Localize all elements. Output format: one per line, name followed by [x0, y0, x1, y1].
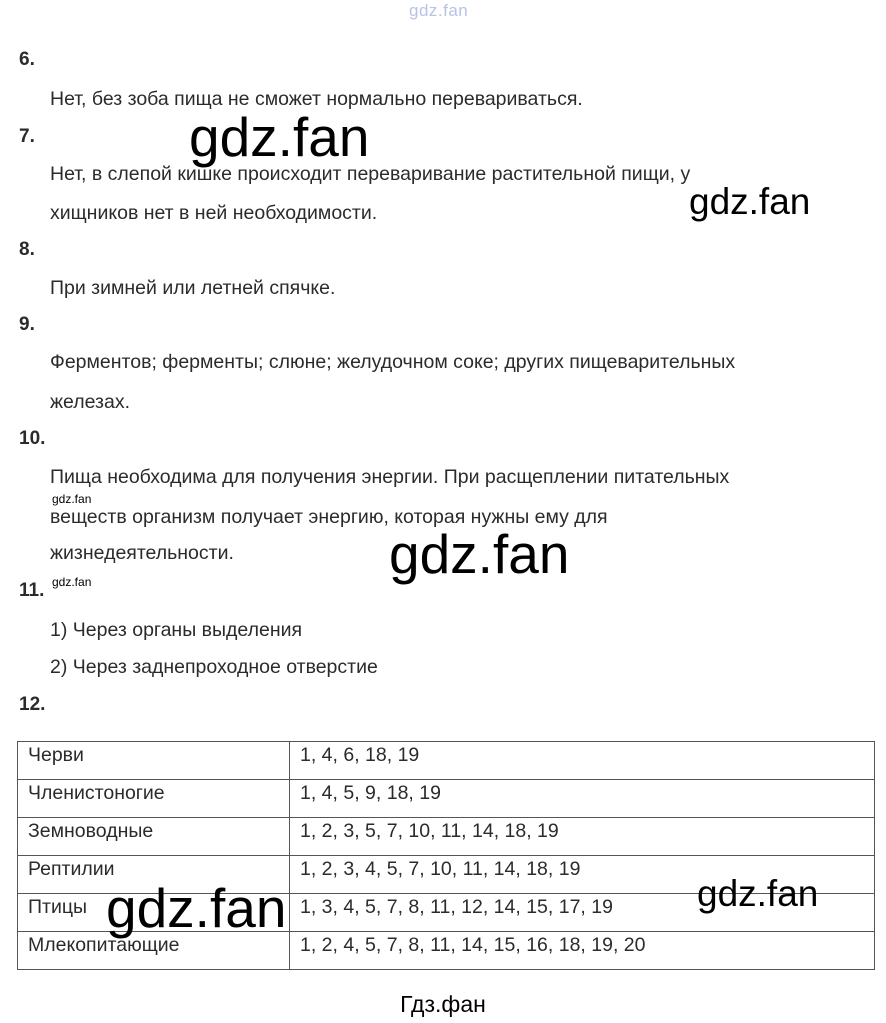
- table-cell-numbers: 1, 3, 4, 5, 7, 8, 11, 12, 14, 15, 17, 19: [290, 894, 875, 932]
- table-cell-numbers: 1, 2, 4, 5, 7, 8, 11, 14, 15, 16, 18, 19, 20: [290, 932, 875, 970]
- watermark: gdz.fan: [697, 873, 819, 914]
- table-cell-numbers: 1, 4, 5, 9, 18, 19: [290, 780, 875, 818]
- answer-number: 6.: [19, 49, 35, 70]
- table-row: [18, 780, 875, 818]
- answer-number: 10.: [19, 428, 46, 449]
- footer-caption: Гдз.фан: [400, 991, 486, 1017]
- table-row: [18, 742, 875, 780]
- answer-text: хищников нет в ней необходимости.: [50, 202, 378, 224]
- answer-number: 7.: [19, 126, 35, 147]
- table-cell-numbers: 1, 2, 3, 5, 7, 10, 11, 14, 18, 19: [290, 818, 875, 856]
- answer-text: Ферментов; ферменты; слюне; желудочном соке; других пищеварительных: [50, 351, 736, 373]
- table-cell-numbers: 1, 2, 3, 4, 5, 7, 10, 11, 14, 18, 19: [290, 856, 875, 894]
- watermark: gdz.fan: [689, 181, 811, 222]
- answer-text: 2) Через заднепроходное отверстие: [50, 656, 378, 678]
- answer-text: 1) Через органы выделения: [50, 619, 303, 641]
- answer-number: 11.: [19, 580, 45, 601]
- top-watermark: gdz.fan: [409, 1, 469, 20]
- watermark: gdz.fan: [52, 575, 92, 589]
- table-cell-group: Земноводные: [18, 818, 290, 856]
- table-cell-numbers: 1, 4, 6, 18, 19: [290, 742, 875, 780]
- table-cell-group: Членистоногие: [18, 780, 290, 818]
- watermark: gdz.fan: [52, 492, 92, 506]
- table-cell-group: Млекопитающие: [18, 932, 290, 970]
- answer-text: жизнедеятельности.: [50, 542, 234, 564]
- table-cell-group: Птицы: [18, 894, 290, 932]
- table-row: [18, 818, 875, 856]
- watermark: gdz.fan: [189, 106, 370, 168]
- answer-text: железах.: [50, 391, 130, 413]
- answer-text: Нет, без зоба пища не сможет нормально перевариваться.: [50, 88, 583, 110]
- table-cell-group: Черви: [18, 742, 290, 780]
- answer-number: 12.: [19, 694, 46, 715]
- table-cell-group: Рептилии: [18, 856, 290, 894]
- answer-number: 9.: [19, 314, 35, 335]
- watermark: gdz.fan: [389, 523, 570, 585]
- answer-text: веществ организм получает энергию, которая нужны ему для: [50, 506, 608, 528]
- answer-text: Нет, в слепой кишке происходит переваривание растительной пищи, у: [50, 163, 691, 185]
- watermark: gdz.fan: [106, 877, 287, 939]
- answer-number: 8.: [19, 239, 35, 260]
- answer-text: При зимней или летней спячке.: [50, 277, 336, 299]
- answer-text: Пища необходима для получения энергии. При расщеплении питательных: [50, 466, 730, 488]
